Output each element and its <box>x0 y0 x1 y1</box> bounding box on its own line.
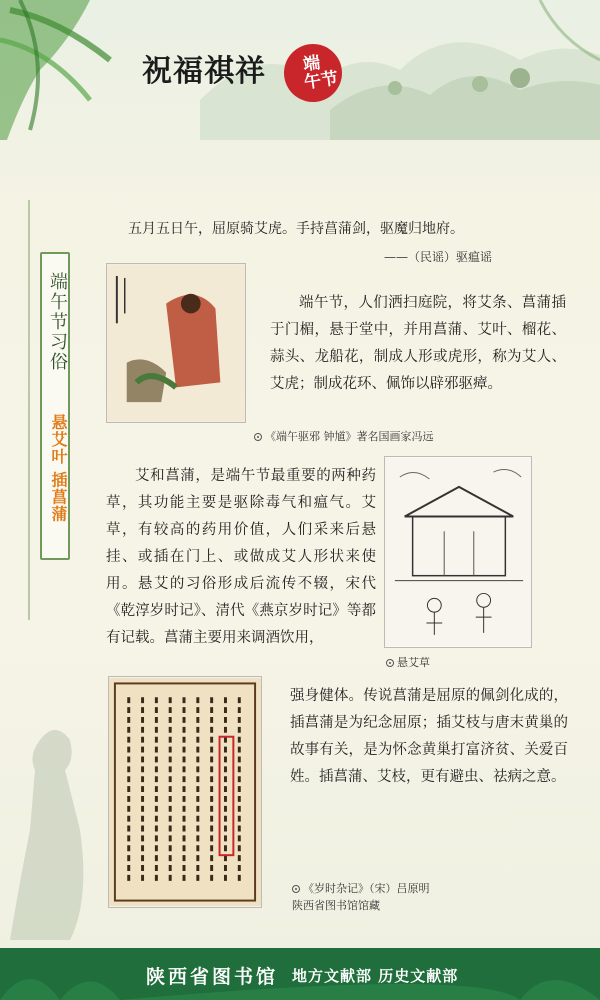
caption-text: 《岁时杂记》（宋）吕原明 <box>303 882 430 895</box>
seal-char-2: 午节 <box>302 68 340 94</box>
paragraph-legend: 强身健体。传说菖蒲是屈原的佩剑化成的，插菖蒲是为纪念屈原；插艾枝与唐末黄巢的故事有关，是为怀念黄巢打富济贫、关爱百姓。插菖蒲、艾枝，更有避虫、祛病之意。 <box>290 688 568 785</box>
zhongkui-painting <box>106 263 246 423</box>
library-name: 陕西省图书馆 <box>146 966 279 988</box>
caption-bullet-icon <box>292 885 300 893</box>
header <box>0 0 600 140</box>
caption-bullet-icon <box>254 433 262 441</box>
seal-char-1: 端 <box>301 53 322 76</box>
hanging-mugwort-woodcut <box>384 456 532 648</box>
paragraph-customs: 端午节，人们洒扫庭院，将艾条、菖蒲插于门楣，悬于堂中，并用菖蒲、艾叶、榴花、蒜头、龙船花，制成人形或虎形，称为艾人、艾虎；制成花环、佩饰以辟邪驱瘴。 <box>270 295 566 392</box>
side-divider <box>28 200 30 620</box>
caption-text: 《端午驱邪 钟馗》著名国画家冯远 <box>265 430 434 443</box>
caption-text: 悬艾草 <box>397 656 430 669</box>
painting-illustration <box>107 264 245 422</box>
page-title: 祝福祺祥 <box>142 54 266 89</box>
departments: 地方文献部 历史文献部 <box>292 967 459 985</box>
section-title: 端午节习俗 <box>47 272 68 372</box>
woodcut-caption <box>386 654 430 670</box>
qu-yuan-silhouette <box>0 700 110 940</box>
woodcut-illustration <box>385 457 531 647</box>
ancient-book-page <box>108 676 262 908</box>
book-collection-caption: 陕西省图书馆馆藏 <box>292 899 380 912</box>
verse-source: ——（民谣）驱瘟谣 <box>384 250 493 264</box>
paragraph-herbs: 艾和菖蒲，是端午节最重要的两种药草，其功能主要是驱除毒气和瘟气。艾草，有较高的药用价值，人们采来后悬挂、或插在门上、或做成艾人形状来使用。悬艾的习俗形成后流传不辍，宋代《乾淳岁时记》、清代《燕京岁时记》等都有记载。菖蒲主要用来调酒饮用， <box>106 468 376 646</box>
section-tab <box>40 252 70 560</box>
section-topic: 悬艾叶 插菖蒲 <box>49 414 68 523</box>
footer-bar <box>0 948 600 1000</box>
caption-bullet-icon <box>386 659 394 667</box>
folk-verse: 五月五日午，屈原骑艾虎。手持菖蒲剑，驱魔归地府。 <box>128 221 464 237</box>
painting-caption <box>254 428 434 444</box>
book-caption <box>292 880 430 896</box>
book-scan <box>109 677 261 907</box>
